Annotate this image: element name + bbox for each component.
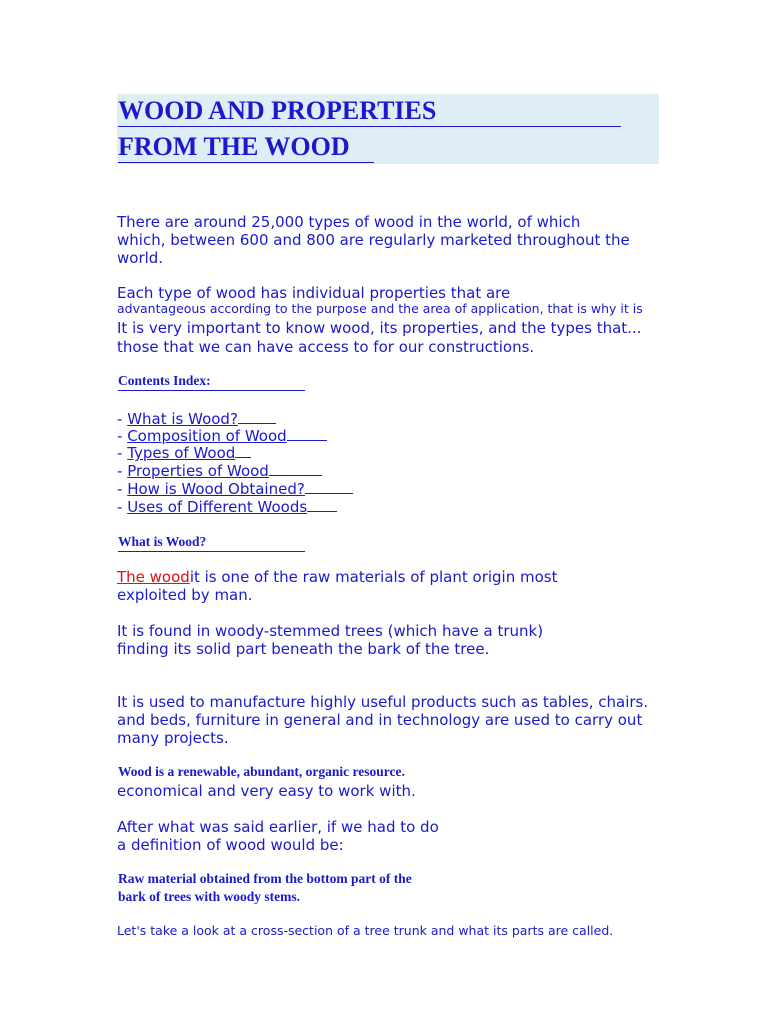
toc-item-uses-of-different-woods[interactable]: - Uses of Different Woods [117,497,337,516]
section1-paragraph-3-line-1: It is used to manufacture highly useful products such as tables, chairs. [117,693,649,711]
section1-paragraph-1-line-2: exploited by man. [117,586,253,604]
toc-link-composition-of-wood[interactable]: Composition of Wood [127,427,287,445]
document-title-line-1: WOOD AND PROPERTIES [118,96,621,127]
toc-link-types-of-wood[interactable]: Types of Wood [127,444,236,462]
toc-link-what-is-wood[interactable]: What is Wood? [127,410,238,428]
section1-paragraph-3-line-3: many projects. [117,729,229,747]
cross-section-intro: Let's take a look at a cross-section of a tree trunk and what its parts are called. [117,923,614,938]
section1-bold-statement: Wood is a renewable, abundant, organic resource. [118,764,405,779]
section1-paragraph-2-line-1: It is found in woody-stemmed trees (which have a trunk) [117,622,544,640]
section1-paragraph-4-line-2: economical and very easy to work with. [117,782,416,800]
toc-item-types-of-wood[interactable]: - Types of Wood [117,443,251,462]
intro-paragraph-1-line-2: which, between 600 and 800 are regularly marketed throughout the [117,231,630,249]
toc-item-composition-of-wood[interactable]: - Composition of Wood [117,426,327,445]
section1-paragraph-3-line-2: and beds, furniture in general and in technology are used to carry out [117,711,643,729]
section1-paragraph-5-line-1: After what was said earlier, if we had to do [117,818,439,836]
definition-line-2: bark of trees with woody stems. [118,889,300,904]
the-wood-link[interactable]: The wood [117,568,190,586]
toc-item-what-is-wood[interactable]: - What is Wood? [117,409,276,428]
toc-link-how-is-wood-obtained[interactable]: How is Wood Obtained? [127,480,305,498]
intro-paragraph-2-line-3: It is very important to know wood, its properties, and the types that... [117,319,642,337]
toc-item-how-is-wood-obtained[interactable]: - How is Wood Obtained? [117,479,353,498]
intro-paragraph-2-line-2: advantageous according to the purpose and the area of application, that is why it is [117,301,643,316]
section1-paragraph-5-line-2: a definition of wood would be: [117,836,344,854]
toc-link-uses-of-different-woods[interactable]: Uses of Different Woods [127,498,308,516]
toc-item-properties-of-wood[interactable]: - Properties of Wood [117,461,322,480]
section1-paragraph-2-line-2: finding its solid part beneath the bark of the tree. [117,640,490,658]
definition-line-1: Raw material obtained from the bottom part of the [118,871,412,886]
document-title-line-2: FROM THE WOOD [118,132,374,163]
intro-paragraph-2-line-4: those that we can have access to for our constructions. [117,338,535,356]
intro-paragraph-2-line-1: Each type of wood has individual properties that are [117,284,511,302]
toc-link-properties-of-wood[interactable]: Properties of Wood [127,462,269,480]
contents-heading: Contents Index: [118,372,305,391]
section1-paragraph-1-line-1: The woodit is one of the raw materials of plant origin most [117,568,558,586]
intro-paragraph-1-line-1: There are around 25,000 types of wood in the world, of which [117,213,581,231]
section-heading-what-is-wood: What is Wood? [118,533,305,552]
intro-paragraph-1-line-3: world. [117,249,164,267]
